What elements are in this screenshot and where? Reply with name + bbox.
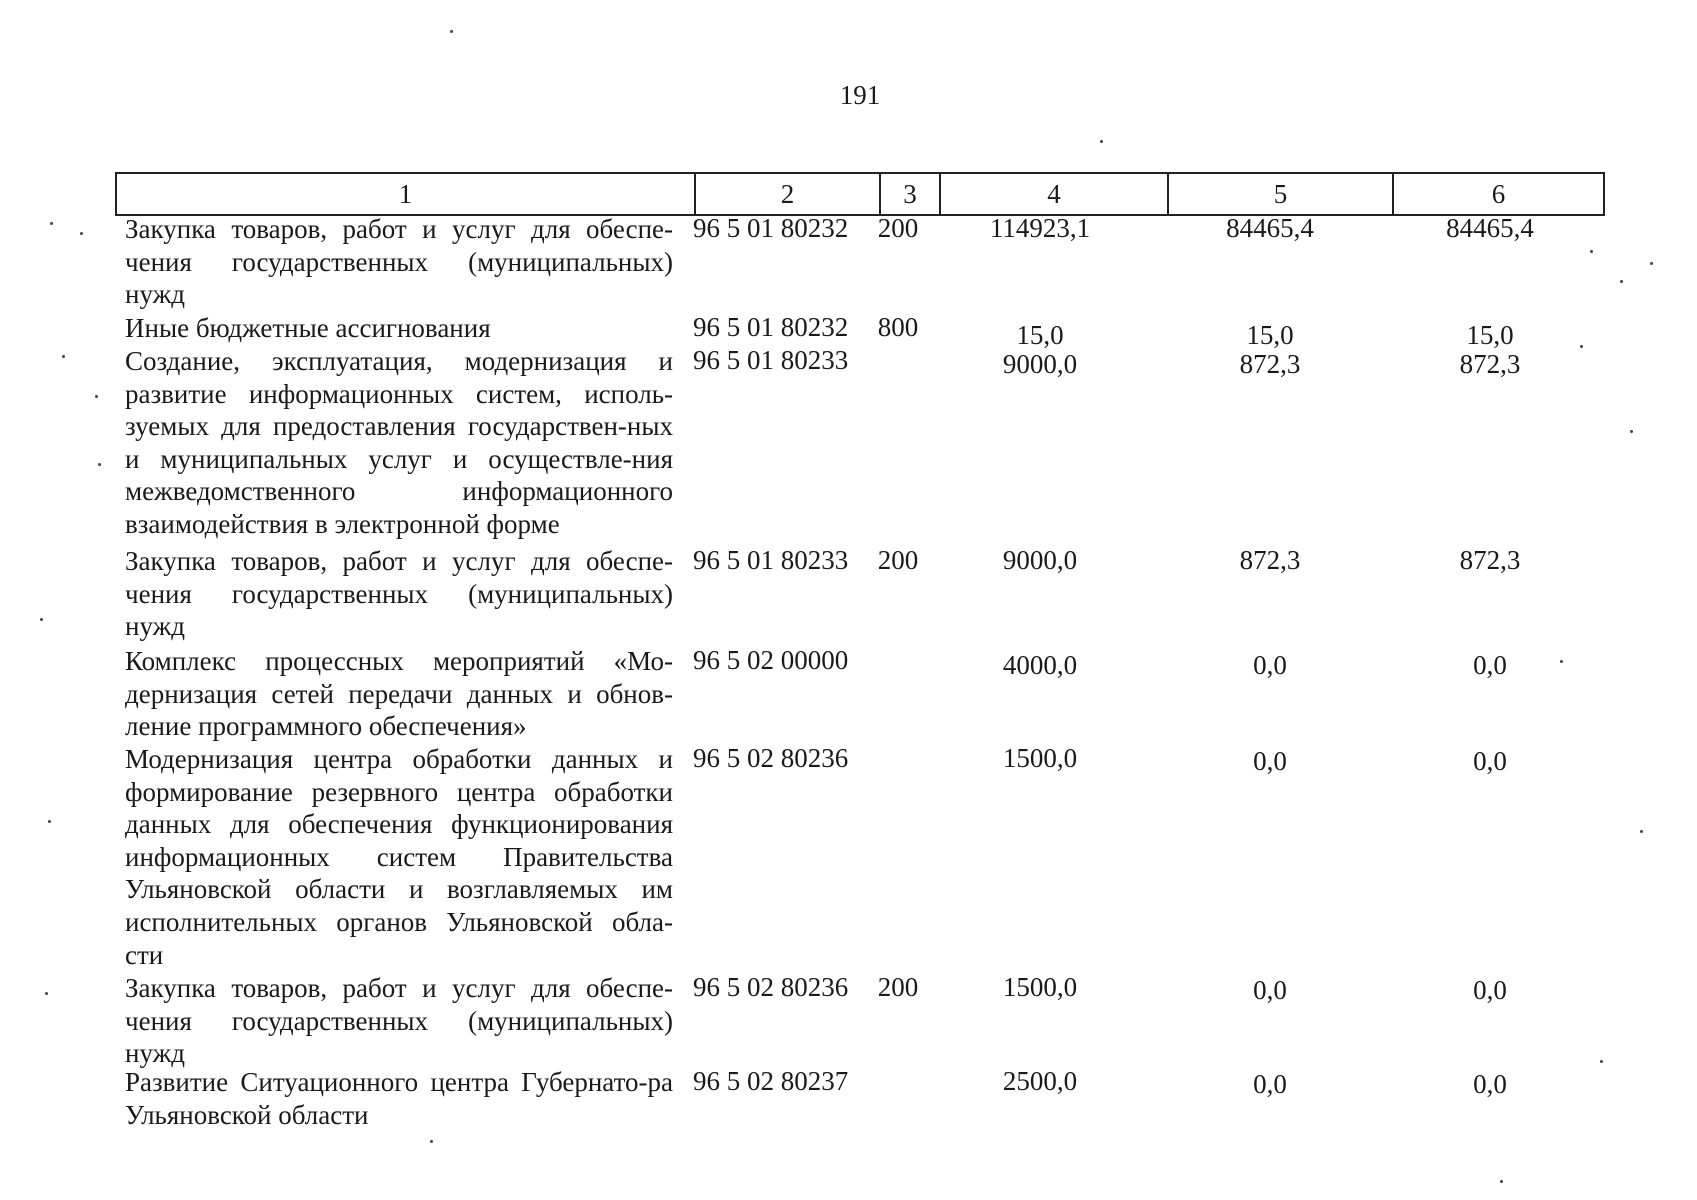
row-value-col4: 114923,1: [989, 213, 1091, 243]
row-type: 200: [877, 545, 919, 575]
row-code: 96 5 01 80232: [693, 312, 849, 342]
header-col-4: 4: [939, 174, 1167, 214]
row-type: 200: [877, 972, 919, 1002]
row-type: 800: [877, 312, 919, 342]
row-name: Создание, эксплуатация, модернизация и развитие информационных систем, исполь-зуемых для предоставления государствен-ных и муниципальных услуг и осуществле-ния межведомственного информационного взаимодействия в электронной форме: [125, 346, 673, 539]
row-value-col6: 84465,4: [1446, 213, 1534, 243]
header-col-3: 3: [879, 174, 939, 214]
row-value-col6: 0,0: [1473, 975, 1507, 1005]
row-value-col5: 0,0: [1253, 746, 1287, 776]
row-value-col5: 84465,4: [1226, 213, 1314, 243]
row-code: 96 5 02 80237: [693, 1066, 849, 1096]
row-value-col5: 15,0: [1246, 320, 1294, 350]
row-value-col5: 0,0: [1253, 1069, 1287, 1099]
row-name: Модернизация центра обработки данных и формирование резервного центра обработки данных для обеспечения функционирования информационных систем Правительства Ульяновской области и возглавляемых им исполнительных органов Ульяновской обла-сти: [125, 744, 673, 970]
table-header: [115, 172, 1605, 216]
row-value-col6: 0,0: [1473, 650, 1507, 680]
header-col-5: 5: [1167, 174, 1392, 214]
row-value-col4: 1500,0: [1002, 743, 1078, 773]
row-code: 96 5 02 80236: [693, 743, 849, 773]
row-value-col5: 872,3: [1239, 545, 1301, 575]
row-name: Закупка товаров, работ и услуг для обеспе-чения государственных (муниципальных) нужд: [125, 546, 673, 642]
row-code: 96 5 02 00000: [693, 645, 849, 675]
row-name: Развитие Ситуационного центра Губернато-ра Ульяновской области: [125, 1067, 673, 1130]
header-col-2: 2: [694, 174, 879, 214]
row-value-col6: 15,0: [1466, 320, 1514, 350]
row-value-col5: 872,3: [1239, 349, 1301, 379]
row-name: Закупка товаров, работ и услуг для обеспе-чения государственных (муниципальных) нужд: [125, 214, 673, 310]
row-value-col6: 872,3: [1459, 349, 1521, 379]
row-value-col4: 9000,0: [1002, 545, 1078, 575]
row-name: Иные бюджетные ассигнования: [125, 313, 491, 343]
row-value-col5: 0,0: [1253, 975, 1287, 1005]
header-col-6: 6: [1392, 174, 1603, 214]
row-code: 96 5 02 80236: [693, 972, 849, 1002]
row-type: 200: [877, 213, 919, 243]
page-number: 191: [839, 80, 881, 110]
row-code: 96 5 01 80233: [693, 545, 849, 575]
row-value-col6: 0,0: [1473, 746, 1507, 776]
row-code: 96 5 01 80232: [693, 213, 849, 243]
row-value-col4: 1500,0: [1002, 972, 1078, 1002]
header-col-1: 1: [398, 179, 413, 209]
row-value-col6: 872,3: [1459, 545, 1521, 575]
row-value-col4: 4000,0: [1002, 650, 1078, 680]
row-name: Закупка товаров, работ и услуг для обеспе-чения государственных (муниципальных) нужд: [125, 973, 673, 1069]
row-value-col4: 15,0: [1016, 320, 1064, 350]
row-value-col4: 2500,0: [1002, 1066, 1078, 1096]
row-code: 96 5 01 80233: [693, 345, 849, 375]
row-value-col6: 0,0: [1473, 1069, 1507, 1099]
row-value-col4: 9000,0: [1002, 349, 1078, 379]
row-value-col5: 0,0: [1253, 650, 1287, 680]
row-name: Комплекс процессных мероприятий «Мо-дернизация сетей передачи данных и обнов-ление программного обеспечения»: [125, 646, 673, 742]
